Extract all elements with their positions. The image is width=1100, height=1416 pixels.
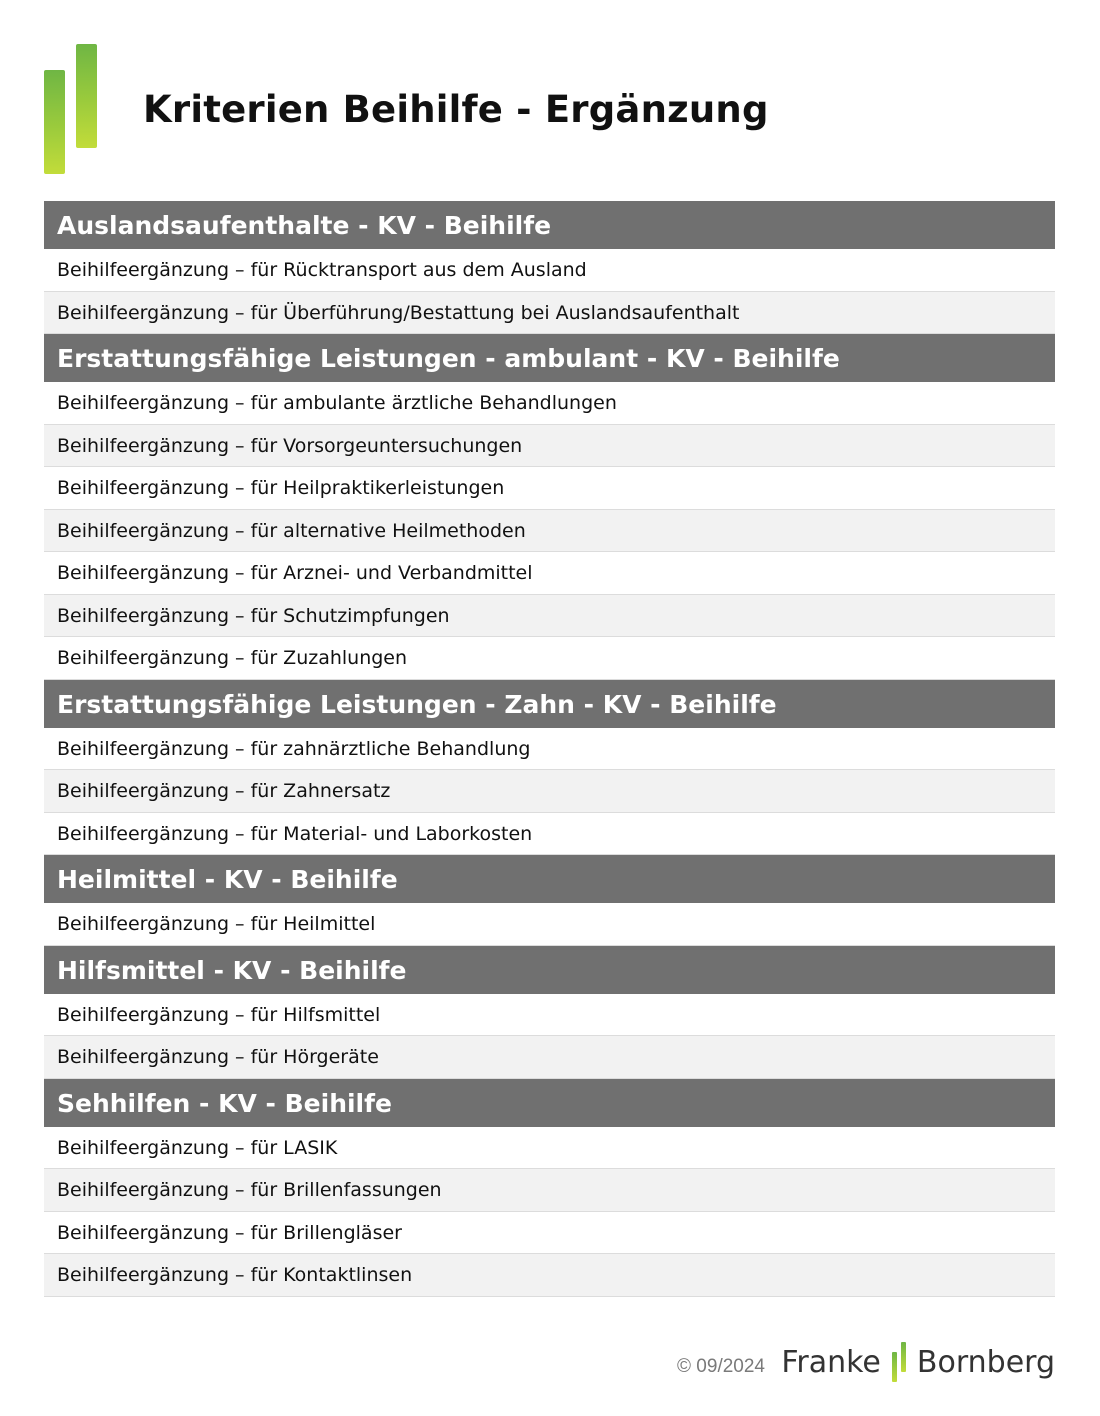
table-row: Beihilfeergänzung – für Zuzahlungen [44,637,1055,680]
table-row: Beihilfeergänzung – für Brillenfassungen [44,1169,1055,1212]
brand-logo [781,1340,1055,1384]
logo-icon [44,44,98,176]
logo-bar-left [44,70,65,174]
section-header: Heilmittel - KV - Beihilfe [44,855,1055,903]
section-header: Erstattungsfähige Leistungen - ambulant - KV - Beihilfe [44,334,1055,382]
table-row: Beihilfeergänzung – für Hörgeräte [44,1036,1055,1079]
section-header: Hilfsmittel - KV - Beihilfe [44,946,1055,994]
section-header: Auslandsaufenthalte - KV - Beihilfe [44,201,1055,249]
table-row: Beihilfeergänzung – für Hilfsmittel [44,994,1055,1037]
table-row: Beihilfeergänzung – für Arznei- und Verbandmittel [44,552,1055,595]
brand-name-left: Franke [781,1344,881,1380]
section-header: Sehhilfen - KV - Beihilfe [44,1079,1055,1127]
criteria-table [44,201,1055,1297]
table-row: Beihilfeergänzung – für Brillengläser [44,1212,1055,1255]
table-row: Beihilfeergänzung – für Heilmittel [44,903,1055,946]
copyright-text: © 09/2024 [677,1356,765,1377]
table-row: Beihilfeergänzung – für Heilpraktikerleistungen [44,467,1055,510]
table-row: Beihilfeergänzung – für ambulante ärztliche Behandlungen [44,382,1055,425]
logo-bar-right [76,44,97,148]
table-row: Beihilfeergänzung – für Vorsorgeuntersuchungen [44,425,1055,468]
table-row: Beihilfeergänzung – für Schutzimpfungen [44,595,1055,638]
table-row: Beihilfeergänzung – für Zahnersatz [44,770,1055,813]
page-title: Kriterien Beihilfe - Ergänzung [143,88,769,131]
section-header: Erstattungsfähige Leistungen - Zahn - KV - Beihilfe [44,680,1055,728]
brand-name-right: Bornberg [916,1344,1055,1380]
table-row: Beihilfeergänzung – für Material- und Laborkosten [44,813,1055,856]
brand-separator-icon [892,1342,908,1382]
table-row: Beihilfeergänzung – für alternative Heilmethoden [44,510,1055,553]
table-row: Beihilfeergänzung – für Überführung/Bestattung bei Auslandsaufenthalt [44,292,1055,335]
table-row: Beihilfeergänzung – für zahnärztliche Behandlung [44,728,1055,771]
table-row: Beihilfeergänzung – für LASIK [44,1127,1055,1170]
table-row: Beihilfeergänzung – für Kontaktlinsen [44,1254,1055,1297]
table-row: Beihilfeergänzung – für Rücktransport aus dem Ausland [44,249,1055,292]
